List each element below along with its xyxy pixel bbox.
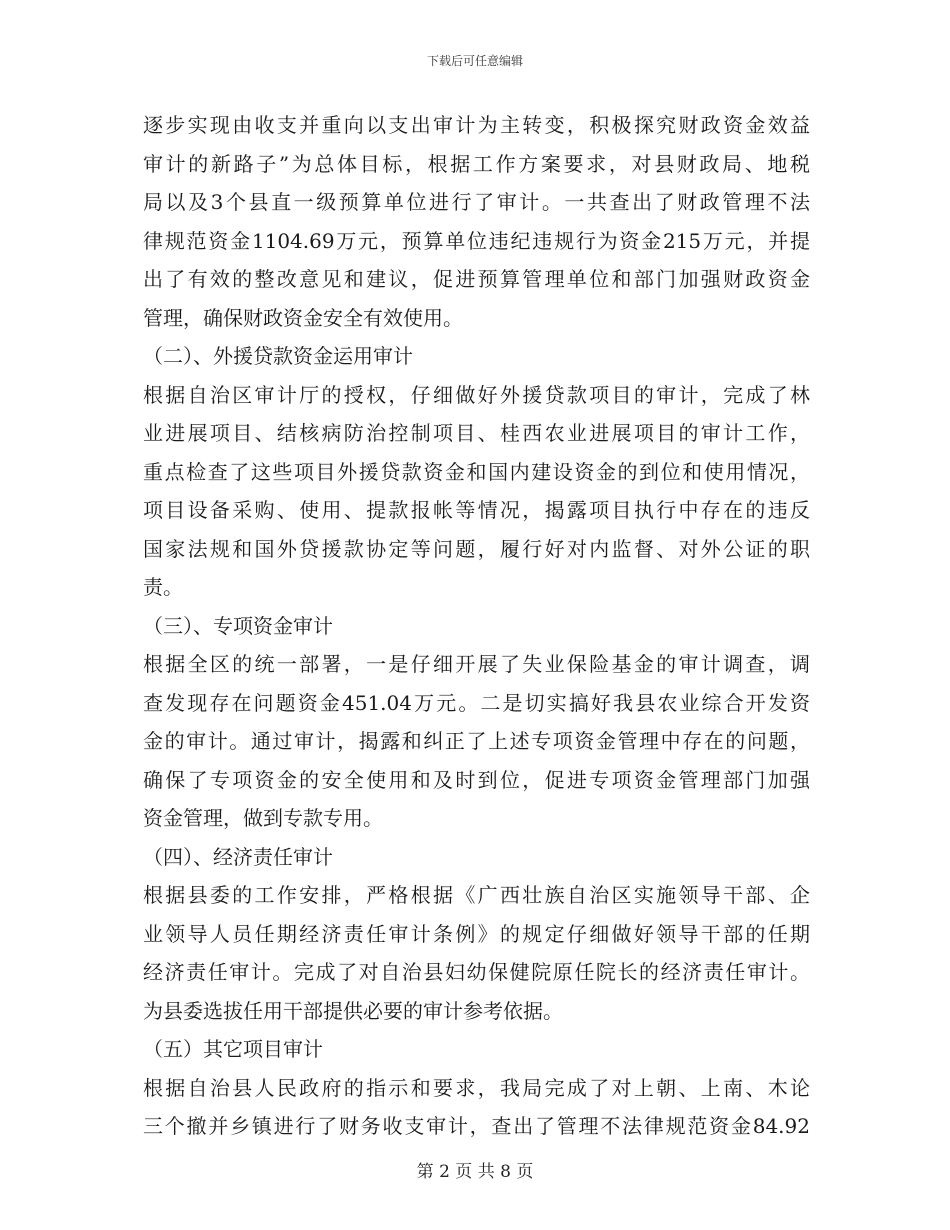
page-header: 下载后可任意编辑	[426, 54, 523, 68]
text-line: 确保了专项资金的安全使用和及时到位，促进专项资金管理部门加强	[143, 767, 810, 792]
text-line: 责。	[143, 575, 183, 599]
text-line: 根据自治区审计厅的授权，仔细做好外援贷款项目的审计，完成了林	[143, 382, 810, 407]
text-line: 审计的新路子”为总体目标，根据工作方案要求，对县财政局、地税	[143, 151, 810, 176]
text-line: 律规范资金1104.69万元，预算单位违纪违规行为资金215万元，并提	[143, 228, 810, 253]
text-line: 金的审计。通过审计，揭露和纠正了上述专项资金管理中存在的问题，	[143, 729, 810, 753]
text-line: 根据全区的统一部署，一是仔细开展了失业保险基金的审计调查，调	[143, 652, 810, 676]
page-footer: 第 2 页 共 8 页	[416, 1162, 534, 1182]
text-line: 逐步实现由收支并重向以支出审计为主转变，积极探究财政资金效益	[143, 113, 810, 137]
text-line: （二）、外援贷款资金运用审计	[143, 344, 413, 368]
text-line: 业领导人员任期经济责任审计条例》的规定仔细做好领导干部的任期	[143, 921, 810, 946]
text-line: 项目设备采购、使用、提款报帐等情况，揭露项目执行中存在的违反	[143, 498, 810, 522]
text-line: （四）、经济责任审计	[143, 844, 333, 869]
text-line: （三）、专项资金审计	[143, 613, 333, 638]
text-line: 业进展项目、结核病防治控制项目、桂西农业进展项目的审计工作，	[143, 421, 810, 445]
text-line: 为县委选拔任用干部提供必要的审计参考依据。	[143, 998, 563, 1023]
text-line: 管理，确保财政资金安全有效使用。	[143, 305, 463, 330]
text-line: 根据县委的工作安排，严格根据《广西壮族自治区实施领导干部、企	[143, 883, 810, 907]
text-line: （五）其它项目审计	[143, 1037, 323, 1061]
text-line: 国家法规和国外贷援款协定等问题，履行好对内监督、对外公证的职	[143, 536, 810, 561]
text-line: 根据自治县人民政府的指示和要求，我局完成了对上朝、上南、木论	[143, 1075, 810, 1100]
text-line: 出了有效的整改意见和建议，促进预算管理单位和部门加强财政资金	[143, 267, 810, 291]
text-line: 局以及3个县直一级预算单位进行了审计。一共查出了财政管理不法	[143, 190, 810, 214]
text-line: 查发现存在问题资金451.04万元。二是切实搞好我县农业综合开发资	[143, 690, 810, 715]
document-body	[143, 106, 810, 1146]
text-line: 资金管理，做到专款专用。	[143, 806, 383, 830]
text-line: 三个撤并乡镇进行了财务收支审计，查出了管理不法律规范资金84.92	[143, 1114, 810, 1138]
text-line: 重点检查了这些项目外援贷款资金和国内建设资金的到位和使用情况，	[143, 459, 810, 484]
text-line: 经济责任审计。完成了对自治县妇幼保健院原任院长的经济责任审计。	[143, 960, 810, 984]
